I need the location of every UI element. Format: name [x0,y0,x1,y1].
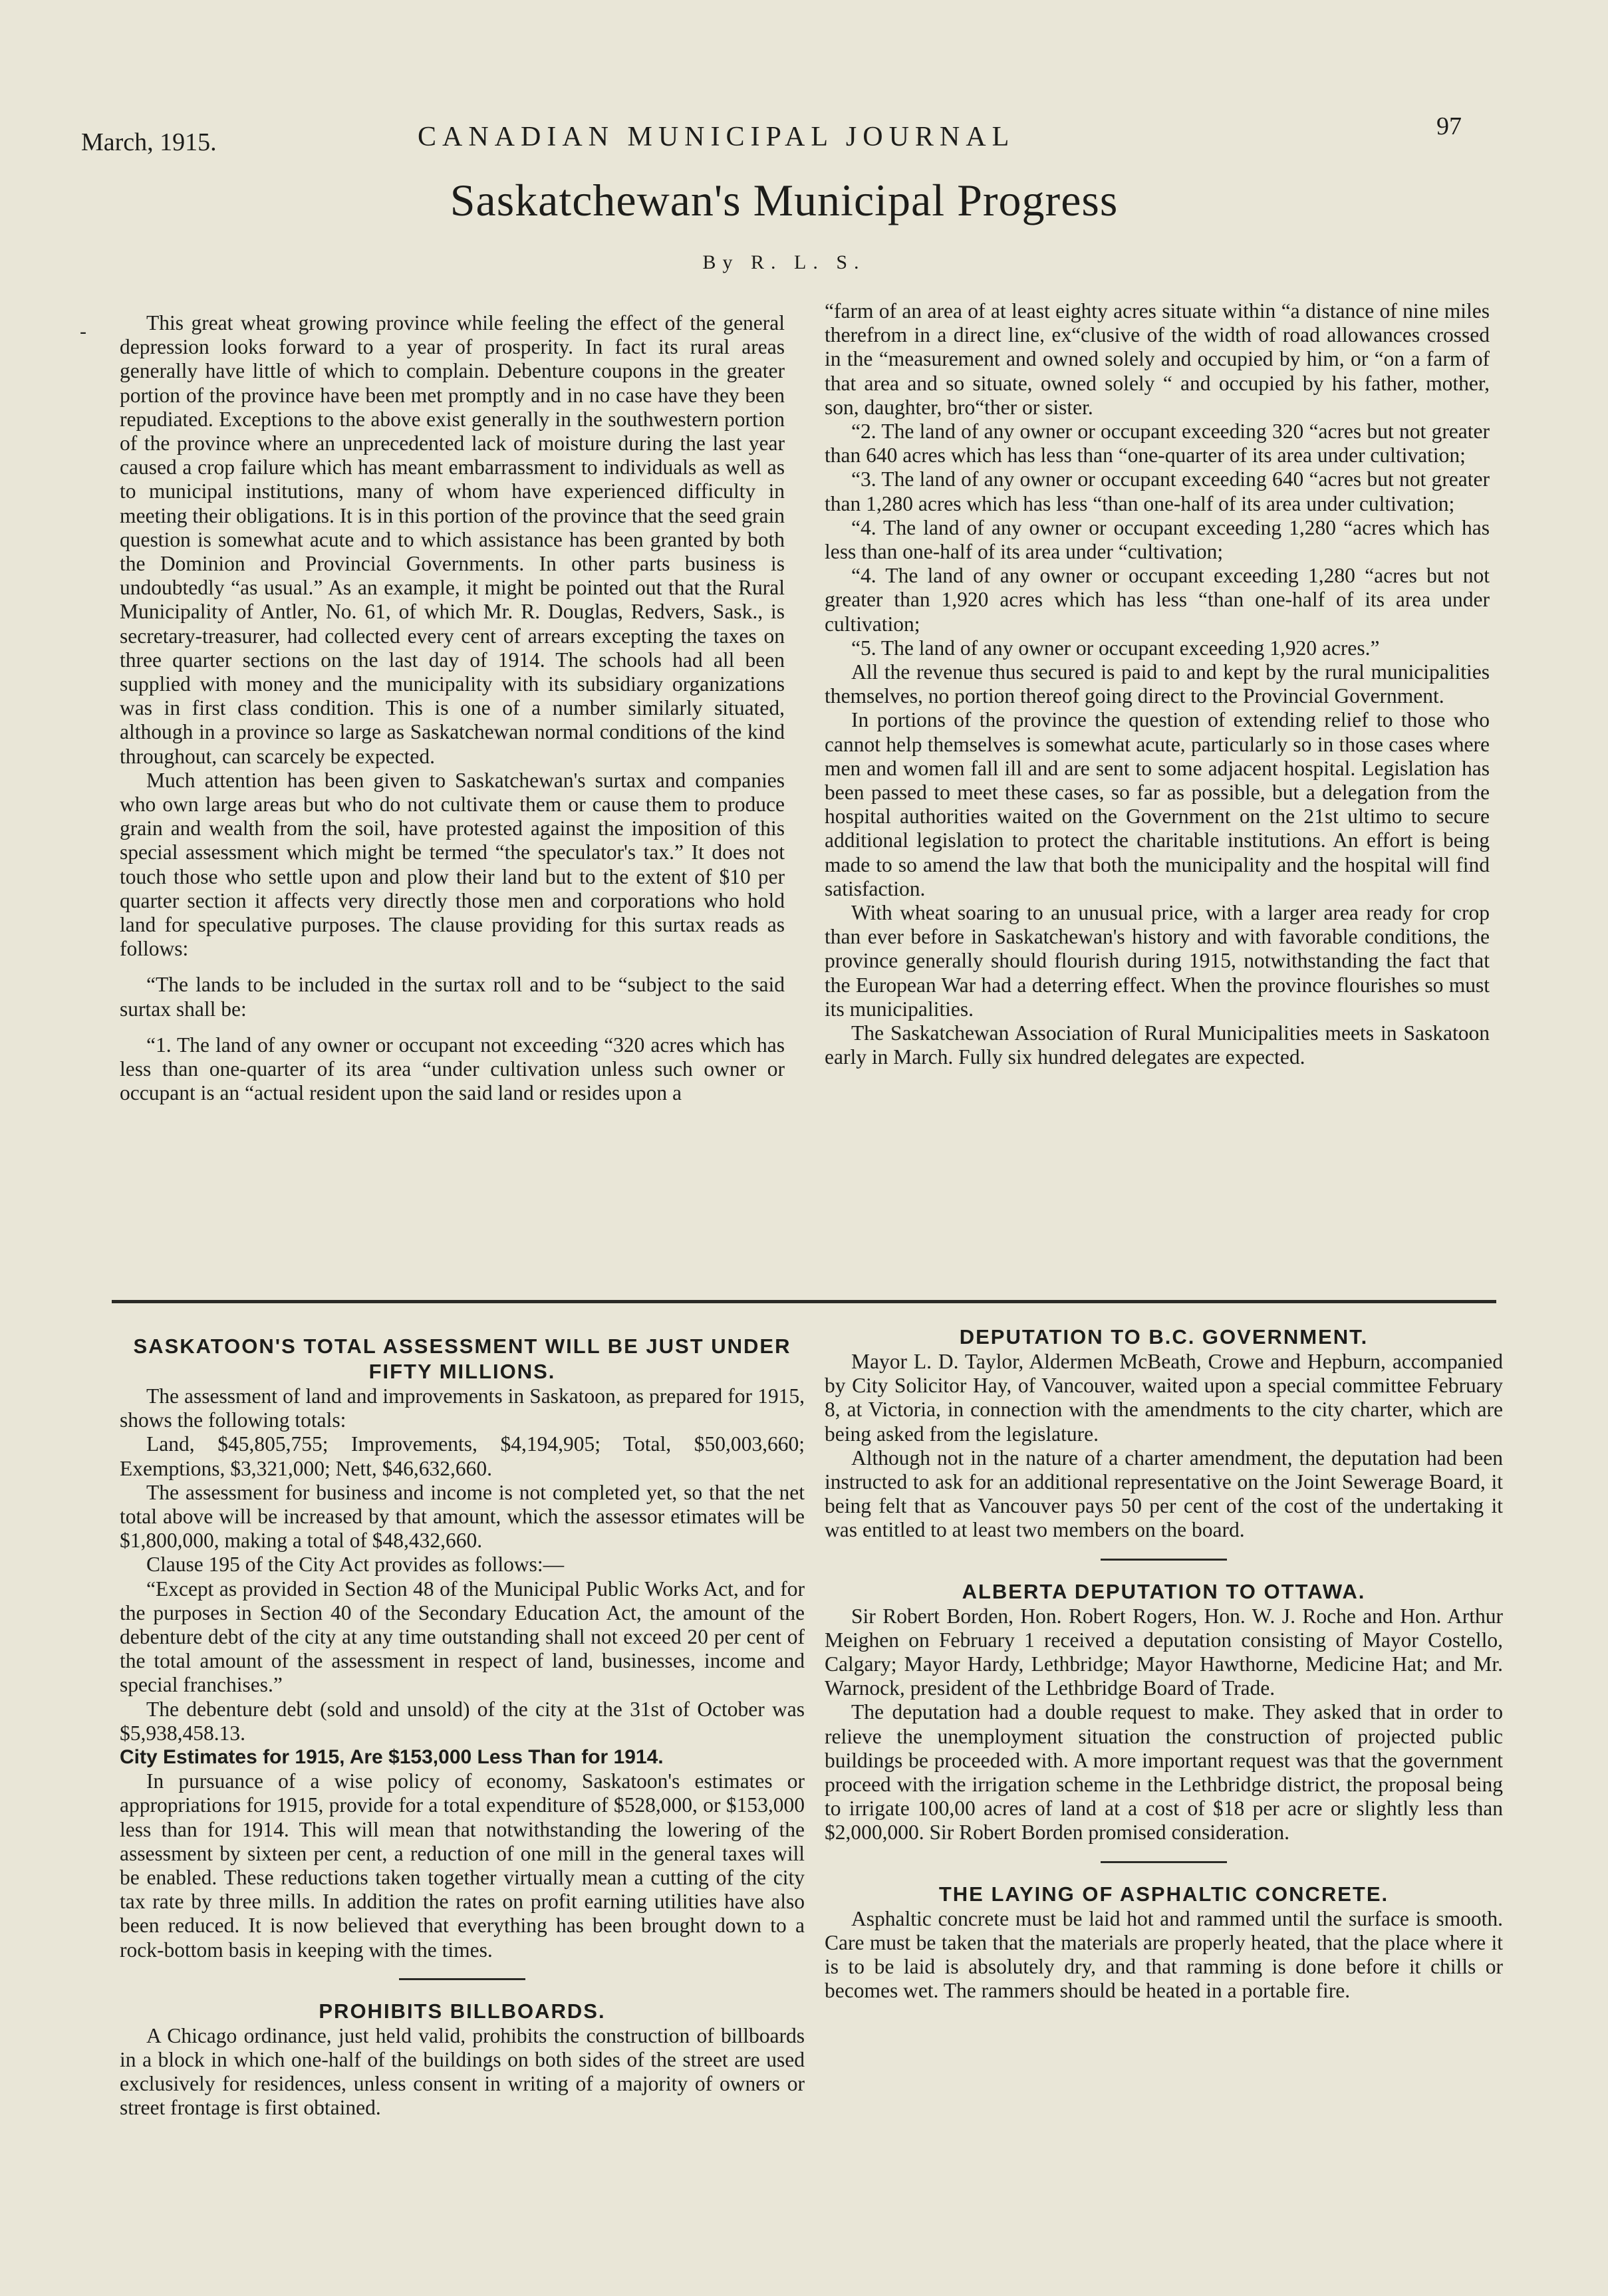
article-paragraph: “4. The land of any owner or occupant exceeding 1,280 “acres which has less than one-half of its area under “cultivation; [825,515,1490,564]
article-paragraph: This great wheat growing province while feeling the effect of the general depression looks forward to a year of prosperity. In fact its rural areas generally have little of which to complain. Debenture coupons in the greater portion of the province have been met promptly and in no case have they been repudiated. Exceptions to the above exist generally in the southwestern portion of the province where an unprecedented lack of moisture during the last year caused a crop failure which has meant embarrassment to individuals as well as to municipal institutions, many of whom have experienced difficulty in meeting their obligations. It is in this portion of the province that the seed grain question is somewhat acute and to which assistance has been granted by both the Dominion and Provincial Governments. In other parts business is undoubtedly “as usual.” As an example, it might be pointed out that the Rural Municipality of Antler, No. 61, of which Mr. R. Douglas, Redvers, Sask., is secretary-treasurer, had collected every cent of arrears excepting the taxes on three quarter sections on the last day of 1914. The schools had all been supplied with money and the municipality with its subsidiary organizations was in first class condition. This is one of a number similarly situated, although in a province so large as Saskatchewan normal conditions of the kind throughout, can scarcely be expected. [120,311,785,768]
article-left-column [120,311,785,1106]
article-paragraph: “The lands to be included in the surtax roll and to be “subject to the said surtax shall be: [120,973,785,1021]
saskatoon-paragraph: “Except as provided in Section 48 of the Municipal Public Works Act, and for the purposes in Section 40 of the Secondary Education Act, the amount of the debenture debt of the city at any time outstanding shall not exceed 20 per cent of the total amount of the assessment in respect of land, businesses, income and special franchises.” [120,1577,805,1697]
billboards-heading: PROHIBITS BILLBOARDS. [319,1999,606,2023]
short-divider [1101,1559,1227,1561]
short-divider [1101,1861,1227,1863]
saskatoon-paragraph: The assessment for business and income is not completed yet, so that the net total above will be increased by that amount, which the assessor etimates will be $1,800,000, making a total of $48,432,660. [120,1480,805,1553]
article-paragraph: “1. The land of any owner or occupant not exceeding “320 acres which has less than one-quarter of its area “under cultivation unless such owner or occupant is an “actual resident upon the said land or resides upon a [120,1033,785,1105]
article-paragraph: Much attention has been given to Saskatchewan's surtax and companies who own large areas but who do not cultivate them or cause them to produce grain and wealth from the soil, have protested against the imposition of this special assessment which might be termed “the speculator's tax.” It does not touch those who settle upon and plow their land but to the extent of $10 per quarter section it affects very directly those men and corporations who hold land for speculative purposes. The clause providing for this surtax reads as follows: [120,768,785,961]
bc-deputation-heading: DEPUTATION TO B.C. GOVERNMENT. [959,1325,1369,1348]
article-paragraph: The Saskatchewan Association of Rural Municipalities meets in Saskatoon early in March. Fully six hundred delegates are expected. [825,1021,1490,1069]
article-paragraph: “5. The land of any owner or occupant exceeding 1,920 acres.” [851,636,1380,660]
article-right-column [825,299,1490,1070]
bc-deputation-paragraph: Mayor L. D. Taylor, Aldermen McBeath, Crowe and Hepburn, accompanied by City Solicitor Hay, of Vancouver, waited upon a special committee February 8, at Victoria, in connection with the amendments to the city charter, which are being asked from the legislature. [825,1350,1503,1446]
article-paragraph: “4. The land of any owner or occupant exceeding 1,280 “acres but not greater than 1,920 acres which has less “than one-half of its area under cultivation; [825,564,1490,636]
saskatoon-paragraph: The assessment of land and improvements in Saskatoon, as prepared for 1915, shows the following totals: [120,1384,805,1432]
issue-date: March, 1915. [81,128,217,156]
city-estimates-paragraph: In pursuance of a wise policy of economy, Saskatoon's estimates or appropriations for 1915, provide for a total expenditure of $528,000, or $153,000 less than for 1914. This will mean that notwithstanding the lowering of the assessment by sixteen per cent, a reduction of one mill in the general taxes will be enabled. These reductions taken together virtually mean a cutting of the city tax rate by three mills. In addition the rates on profit earning utilities have also been reduced. It is now believed that everything has been brought down to a rock-bottom basis in keeping with the times. [120,1769,805,1962]
saskatoon-heading: SASKATOON'S TOTAL ASSESSMENT WILL BE JUST UNDER FIFTY MILLIONS. [133,1335,791,1383]
lower-right-column [825,1325,1503,2003]
alberta-paragraph: The deputation had a double request to make. They asked that in order to relieve the unemployment situation the construction of projected public buildings be proceeded with. A more important request was that the government proceed with the irrigation scheme in the Lethbridge district, the proposal being to irrigate 100,00 acres of land at a cost of $18 per acre or slightly less than $2,000,000. Sir Robert Borden promised consideration. [825,1700,1503,1845]
city-estimates-heading: City Estimates for 1915, Are $153,000 Less Than for 1914. [120,1746,664,1769]
asphaltic-paragraph: Asphaltic concrete must be laid hot and rammed until the surface is smooth. Care must be taken that the materials are properly heated, that the place where it is to be laid is absolutely dry, and that ramming is done before it chills or becomes wet. The rammers should be heated in a portable fire. [825,1906,1503,2003]
article-paragraph: All the revenue thus secured is paid to and kept by the rural municipalities themselves, no portion thereof going direct to the Provincial Government. [825,660,1490,708]
saskatoon-paragraph: Clause 195 of the City Act provides as follows:— [146,1553,565,1577]
page-number: 97 [1436,112,1462,140]
article-paragraph: In portions of the province the question of extending relief to those who cannot help themselves is somewhat acute, particularly so in those cases where men and women fall ill and are sent to some adjacent hospital. Legislation has been passed to meet these cases, so far as possible, but a delegation from the hospital authorities waited on the Government on the 21st ultimo to secure additional legislation to protect the charitable institutions. An effort is being made to so amend the law that both the municipality and the hospital will find satisfaction. [825,708,1490,900]
saskatoon-paragraph: Land, $45,805,755; Improvements, $4,194,905; Total, $50,003,660; Exemptions, $3,321,000; Nett, $46,632,660. [120,1432,805,1480]
billboards-paragraph: A Chicago ordinance, just held valid, prohibits the construction of billboards in a block in which one-half of the buildings on both sides of the street are used exclusively for residences, unless consent in writing of a majority of owners or street frontage is first obtained. [120,2023,805,2120]
journal-title: CANADIAN MUNICIPAL JOURNAL [418,122,1015,152]
alberta-heading: ALBERTA DEPUTATION TO OTTAWA. [962,1579,1366,1603]
section-divider [112,1300,1496,1303]
margin-mark: - [80,320,86,342]
article-paragraph: “2. The land of any owner or occupant exceeding 320 “acres but not greater than 640 acres which has less than “one-quarter of its area under cultivation; [825,420,1490,467]
article-title: Saskatchewan's Municipal Progress [450,175,1119,225]
short-divider [399,1978,525,1980]
article-paragraph: “3. The land of any owner or occupant exceeding 640 “acres but not greater than 1,280 acres which has less “than one-half of its area under cultivation; [825,467,1490,515]
article-paragraph: “farm of an area of at least eighty acres situate within “a distance of nine miles therefrom in a direct line, ex“clusive of the width of road allowances crossed in the “measurement and owned solely and occupied by him, or “on a farm of that area and so situate, owned solely “ and occupied by his father, mother, son, daughter, bro“ther or sister. [825,299,1490,419]
bc-deputation-paragraph: Although not in the nature of a charter amendment, the deputation had been instructed to ask for an additional representative on the Joint Sewerage Board, it being felt that as Vancouver pays 50 per cent of the cost of the undertaking it was entitled to at least two members on the board. [825,1446,1503,1542]
asphaltic-heading: THE LAYING OF ASPHALTIC CONCRETE. [938,1882,1389,1906]
article-byline: By R. L. S. [702,251,866,273]
alberta-paragraph: Sir Robert Borden, Hon. Robert Rogers, Hon. W. J. Roche and Hon. Arthur Meighen on February 1 received a deputation consisting of Mayor Costello, Calgary; Mayor Hardy, Lethbridge; Mayor Hawthorne, Medicine Hat; and Mr. Warnock, president of the Lethbridge Board of Trade. [825,1604,1503,1700]
lower-left-column [120,1334,805,2120]
saskatoon-paragraph: The debenture debt (sold and unsold) of the city at the 31st of October was $5,938,458.13. [120,1697,805,1745]
article-paragraph: With wheat soaring to an unusual price, with a larger area ready for crop than ever before in Saskatchewan's history and with favorable conditions, the province generally should flourish during 1915, notwithstanding the fact that the European War had a deterring effect. When the province flourishes so must its municipalities. [825,901,1490,1021]
